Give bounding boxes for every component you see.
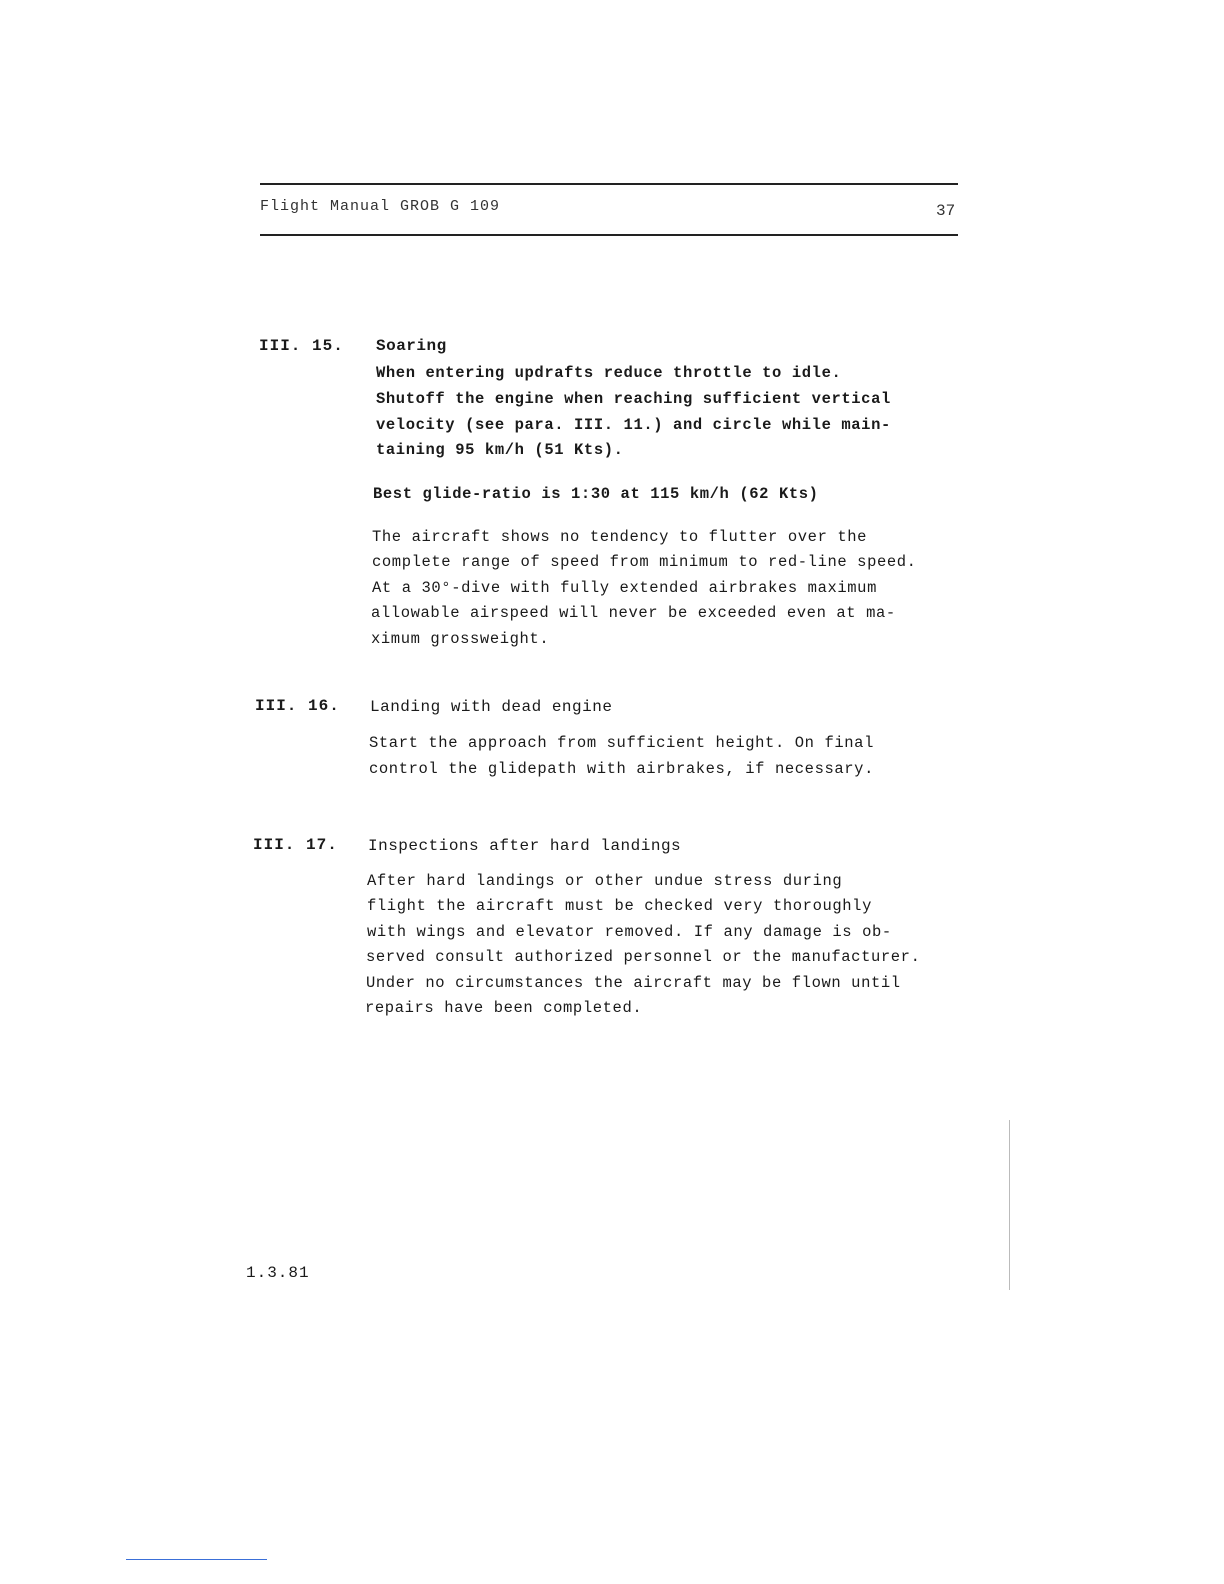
page-number: 37 [936, 202, 956, 220]
section-number-16: III. 16. [255, 697, 340, 715]
text-line: velocity (see para. III. 11.) and circle while main- [376, 416, 891, 434]
text-line: taining 95 km/h (51 Kts). [376, 441, 624, 459]
text-line: Under no circumstances the aircraft may be flown until [366, 974, 901, 992]
header-bottom-rule [260, 234, 958, 236]
text-line: with wings and elevator removed. If any damage is ob- [367, 923, 892, 941]
section-title-inspections: Inspections after hard landings [368, 837, 682, 855]
bottom-rule [126, 1559, 267, 1560]
text-line: complete range of speed from minimum to red-line speed. [372, 553, 917, 571]
text-line: The aircraft shows no tendency to flutter over the [372, 528, 868, 546]
text-line: served consult authorized personnel or the manufacturer. [366, 948, 921, 966]
section-number-17: III. 17. [253, 836, 338, 854]
section-title-soaring: Soaring [376, 337, 447, 355]
text-line: Shutoff the engine when reaching sufficient vertical [376, 390, 891, 408]
text-line: allowable airspeed will never be exceeded even at ma- [371, 604, 896, 622]
text-line: Start the approach from sufficient height. On final [369, 734, 874, 752]
text-line: At a 30°-dive with fully extended airbrakes maximum [372, 579, 877, 597]
text-line: repairs have been completed. [365, 999, 643, 1017]
text-line: When entering updrafts reduce throttle to idle. [376, 364, 842, 382]
text-line: Best glide-ratio is 1:30 at 115 km/h (62 Kts) [373, 485, 819, 503]
section-title-landing-dead-engine: Landing with dead engine [370, 698, 613, 716]
manual-title: Flight Manual GROB G 109 [260, 198, 501, 215]
text-line: After hard landings or other undue stress during [367, 872, 843, 890]
text-line: control the glidepath with airbrakes, if necessary. [369, 760, 874, 778]
text-line: flight the aircraft must be checked very thoroughly [367, 897, 872, 915]
section-number-15: III. 15. [259, 337, 344, 355]
text-line: ximum grossweight. [371, 630, 550, 648]
revision-date: 1.3.81 [246, 1264, 310, 1282]
scan-edge-line [1009, 1120, 1010, 1290]
header-top-rule [260, 183, 958, 185]
